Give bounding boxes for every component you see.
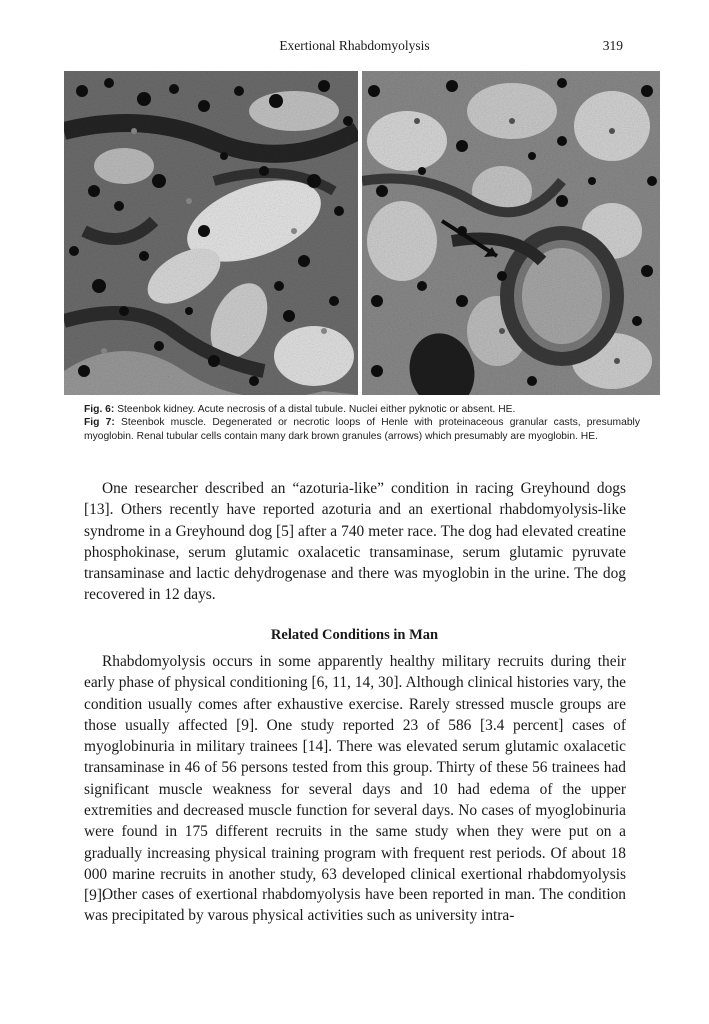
fig6-caption-text: Steenbok kidney. Acute necrosis of a distal tubule. Nuclei either pyknotic or absent. HE. [114,404,516,415]
running-head [0,38,709,58]
fig6-micrograph [64,71,358,395]
page-number: 319 [602,38,623,53]
fig6-caption [84,403,640,416]
body-paragraph-1 [84,478,626,606]
figure-block [64,71,660,395]
fig7-caption-label: Fig 7: [84,417,115,429]
figure-caption [84,403,640,443]
fig7-micrograph [362,71,660,395]
section-heading: Related Conditions in Man [270,627,439,643]
fig6-caption-label: Fig. 6: [84,404,115,415]
paragraph-text: Other cases of exertional rhabdomyolysis have been reported in man. The condition was precipitated by varous physical activities such as university intra- [84,886,626,925]
fig7-caption [84,416,640,443]
fig7-caption-text: Steenbok muscle. Degenerated or necrotic loops of Henle with proteinaceous granular casts, presumably myoglobin. Renal tubular cells contain many dark brown granules (arrows) which presumably are myoglobin. HE. [84,417,640,442]
paragraph-text: One researcher described an “azoturia-like” condition in racing Greyhound dogs [13]. Others recently have reported azoturia and an exertional rhabdomyolysis-like syndrome in a Greyhound dog [5] after a 740 meter race. The dog had elevated creatine phosphokinase, serum glutamic oxalacetic transaminase, serum glutamic pyruvate transaminase and lactic dehydrogenase and there was myoglobin in the urine. The dog recovered in 12 days. [84,480,626,604]
body-paragraph-2 [84,651,626,907]
running-title: Exertional Rhabdomyolysis [279,38,430,53]
body-paragraph-3 [84,884,626,927]
paragraph-text: Rhabdomyolysis occurs in some apparently healthy military recruits during their early phase of physical conditioning [6, 11, 14, 30]. Although clinical histories vary, the condition usually comes after exhaustive exercise. Rarely stressed muscle groups are those usually affected [9]. One study reported 23 of 586 [3.4 percent] cases of myoglobinuria in military trainees [14]. There was elevated serum glutamic oxalacetic transaminase in 46 of 56 persons tested from this group. Thirty of these 56 trainees had significant muscle weakness for several days and 10 had edema of the upper extremities and decreased muscle function for several days. No cases of myoglobinuria were found in 175 different recruits in the same study when they were put on a gradually increasing physical training program with frequent rest periods. Of about 18 000 marine recruits in another study, 63 developed clinical exertional rhabdomyolysis [9]. [84,653,626,905]
